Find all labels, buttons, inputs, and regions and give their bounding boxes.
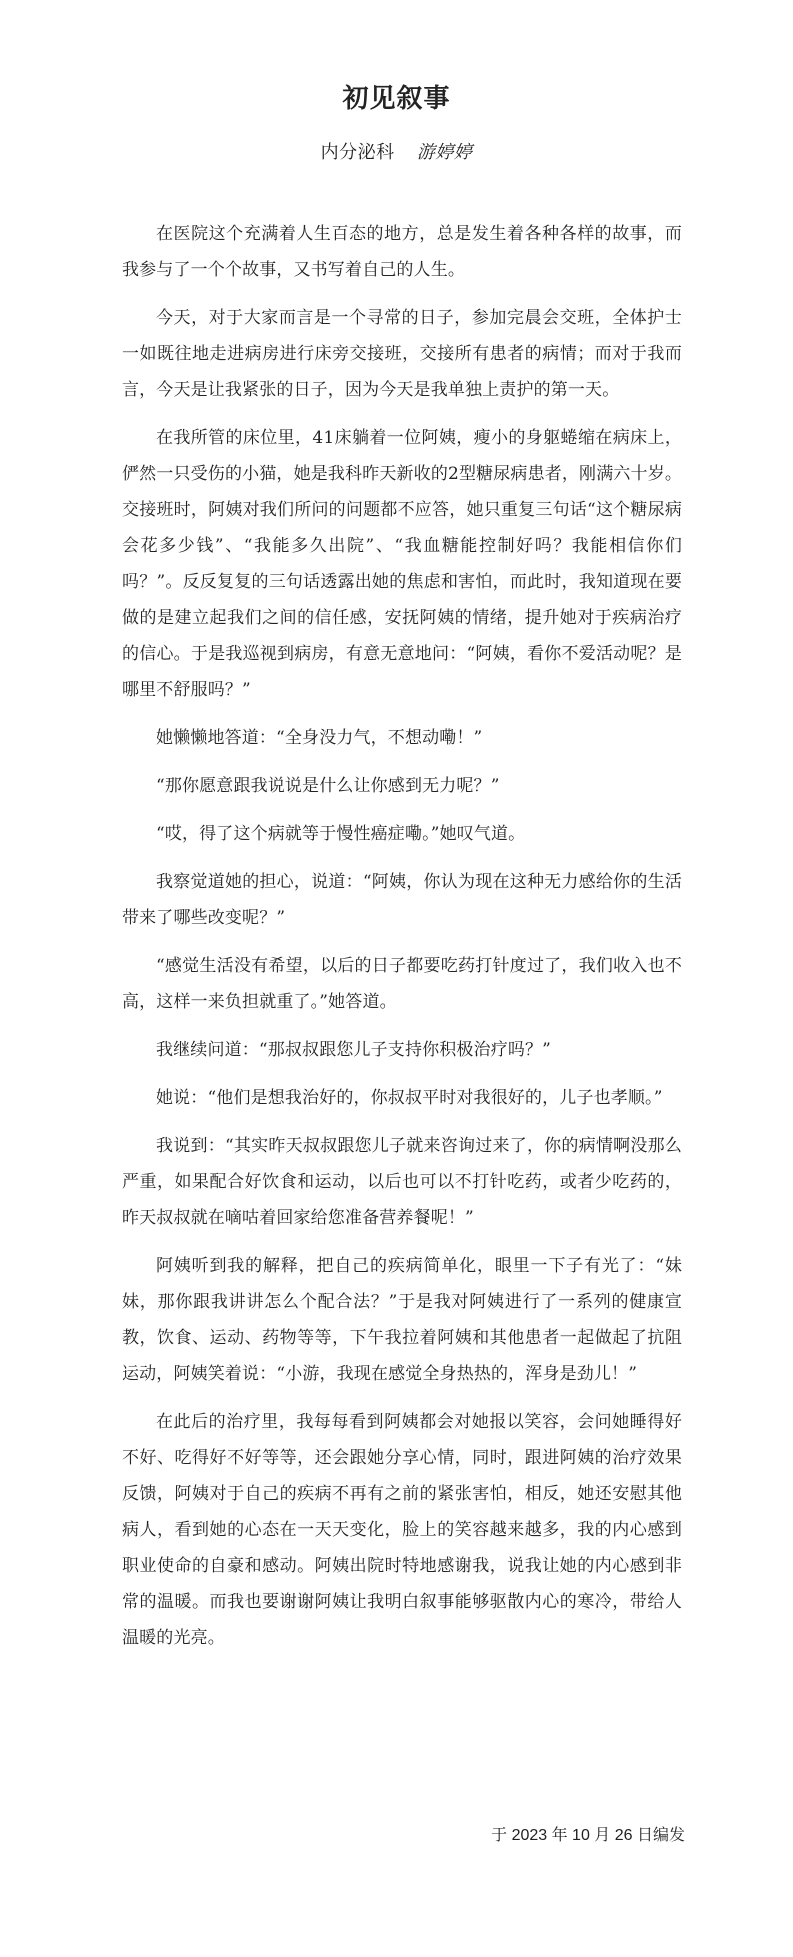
paragraph: 在医院这个充满着人生百态的地方，总是发生着各种各样的故事，而我参与了一个个故事，又书写着自己的人生。 — [122, 224, 682, 280]
paragraph: “感觉生活没有希望，以后的日子都要吃药打针度过了，我们收入也不高，这样一来负担就重了。”她答道。 — [122, 956, 682, 1012]
department-label: 内分泌科 — [320, 142, 395, 163]
paragraph: 我察觉道她的担心，说道：“阿姨，你认为现在这种无力感给你的生活带来了哪些改变呢？” — [122, 872, 682, 928]
paragraph: 在此后的治疗里，我每每看到阿姨都会对她报以笑容，会问她睡得好不好、吃得好不好等等，还会跟她分享心情，同时，跟进阿姨的治疗效果反馈，阿姨对于自己的疾病不再有之前的紧张害怕，相反，她还安慰其他病人，看到她的心态在一天天变化，脸上的笑容越来越多，我的内心感到职业使命的自豪和感动。阿姨出院时特地感谢我，说我让她的内心感到非常的温暖。而我也要谢谢阿姨让我明白叙事能够驱散内心的寒冷，带给人温暖的光亮。 — [122, 1412, 682, 1648]
author-name: 游婷婷 — [416, 142, 473, 163]
article-body — [122, 216, 682, 1668]
paragraph: “那你愿意跟我说说是什么让你感到无力呢？” — [156, 776, 500, 796]
publication-date-note: 于 2023 年 10 月 26 日编发 — [491, 1827, 685, 1844]
paragraph: 她懒懒地答道：“全身没力气，不想动嘞！” — [156, 728, 483, 748]
paragraph: 在我所管的床位里，41床躺着一位阿姨，瘦小的身躯蜷缩在病床上，俨然一只受伤的小猫，她是我科昨天新收的2型糖尿病患者，刚满六十岁。交接班时，阿姨对我们所问的问题都不应答，她只重复三句话“这个糖尿病会花多少钱”、“我能多久出院”、“我血糖能控制好吗？我能相信你们吗？”。反反复复的三句话透露出她的焦虑和害怕，而此时，我知道现在要做的是建立起我们之间的信任感，安抚阿姨的情绪，提升她对于疾病治疗的信心。于是我巡视到病房，有意无意地问：“阿姨，看你不爱活动呢？是哪里不舒服吗？” — [122, 428, 682, 700]
paragraph: 她说：“他们是想我治好的，你叔叔平时对我很好的，儿子也孝顺。” — [156, 1088, 663, 1108]
paragraph: “哎，得了这个病就等于慢性癌症嘞。”她叹气道。 — [156, 824, 526, 844]
paragraph: 我说到：“其实昨天叔叔跟您儿子就来咨询过来了，你的病情啊没那么严重，如果配合好饮食和运动，以后也可以不打针吃药，或者少吃药的，昨天叔叔就在嘀咕着回家给您准备营养餐呢！” — [122, 1136, 682, 1228]
paragraph: 阿姨听到我的解释，把自己的疾病简单化，眼里一下子有光了：“妹妹，那你跟我讲讲怎么个配合法？”于是我对阿姨进行了一系列的健康宣教，饮食、运动、药物等等，下午我拉着阿姨和其他患者一起做起了抗阻运动，阿姨笑着说：“小游，我现在感觉全身热热的，浑身是劲儿！” — [122, 1256, 682, 1384]
paragraph: 我继续问道：“那叔叔跟您儿子支持你积极治疗吗？” — [156, 1040, 551, 1060]
byline — [0, 138, 793, 164]
paragraph: 今天，对于大家而言是一个寻常的日子，参加完晨会交班，全体护士一如既往地走进病房进行床旁交接班，交接所有患者的病情；而对于我而言，今天是让我紧张的日子，因为今天是我单独上责护的第一天。 — [122, 308, 682, 400]
article-title: 初见叙事 — [342, 84, 451, 114]
